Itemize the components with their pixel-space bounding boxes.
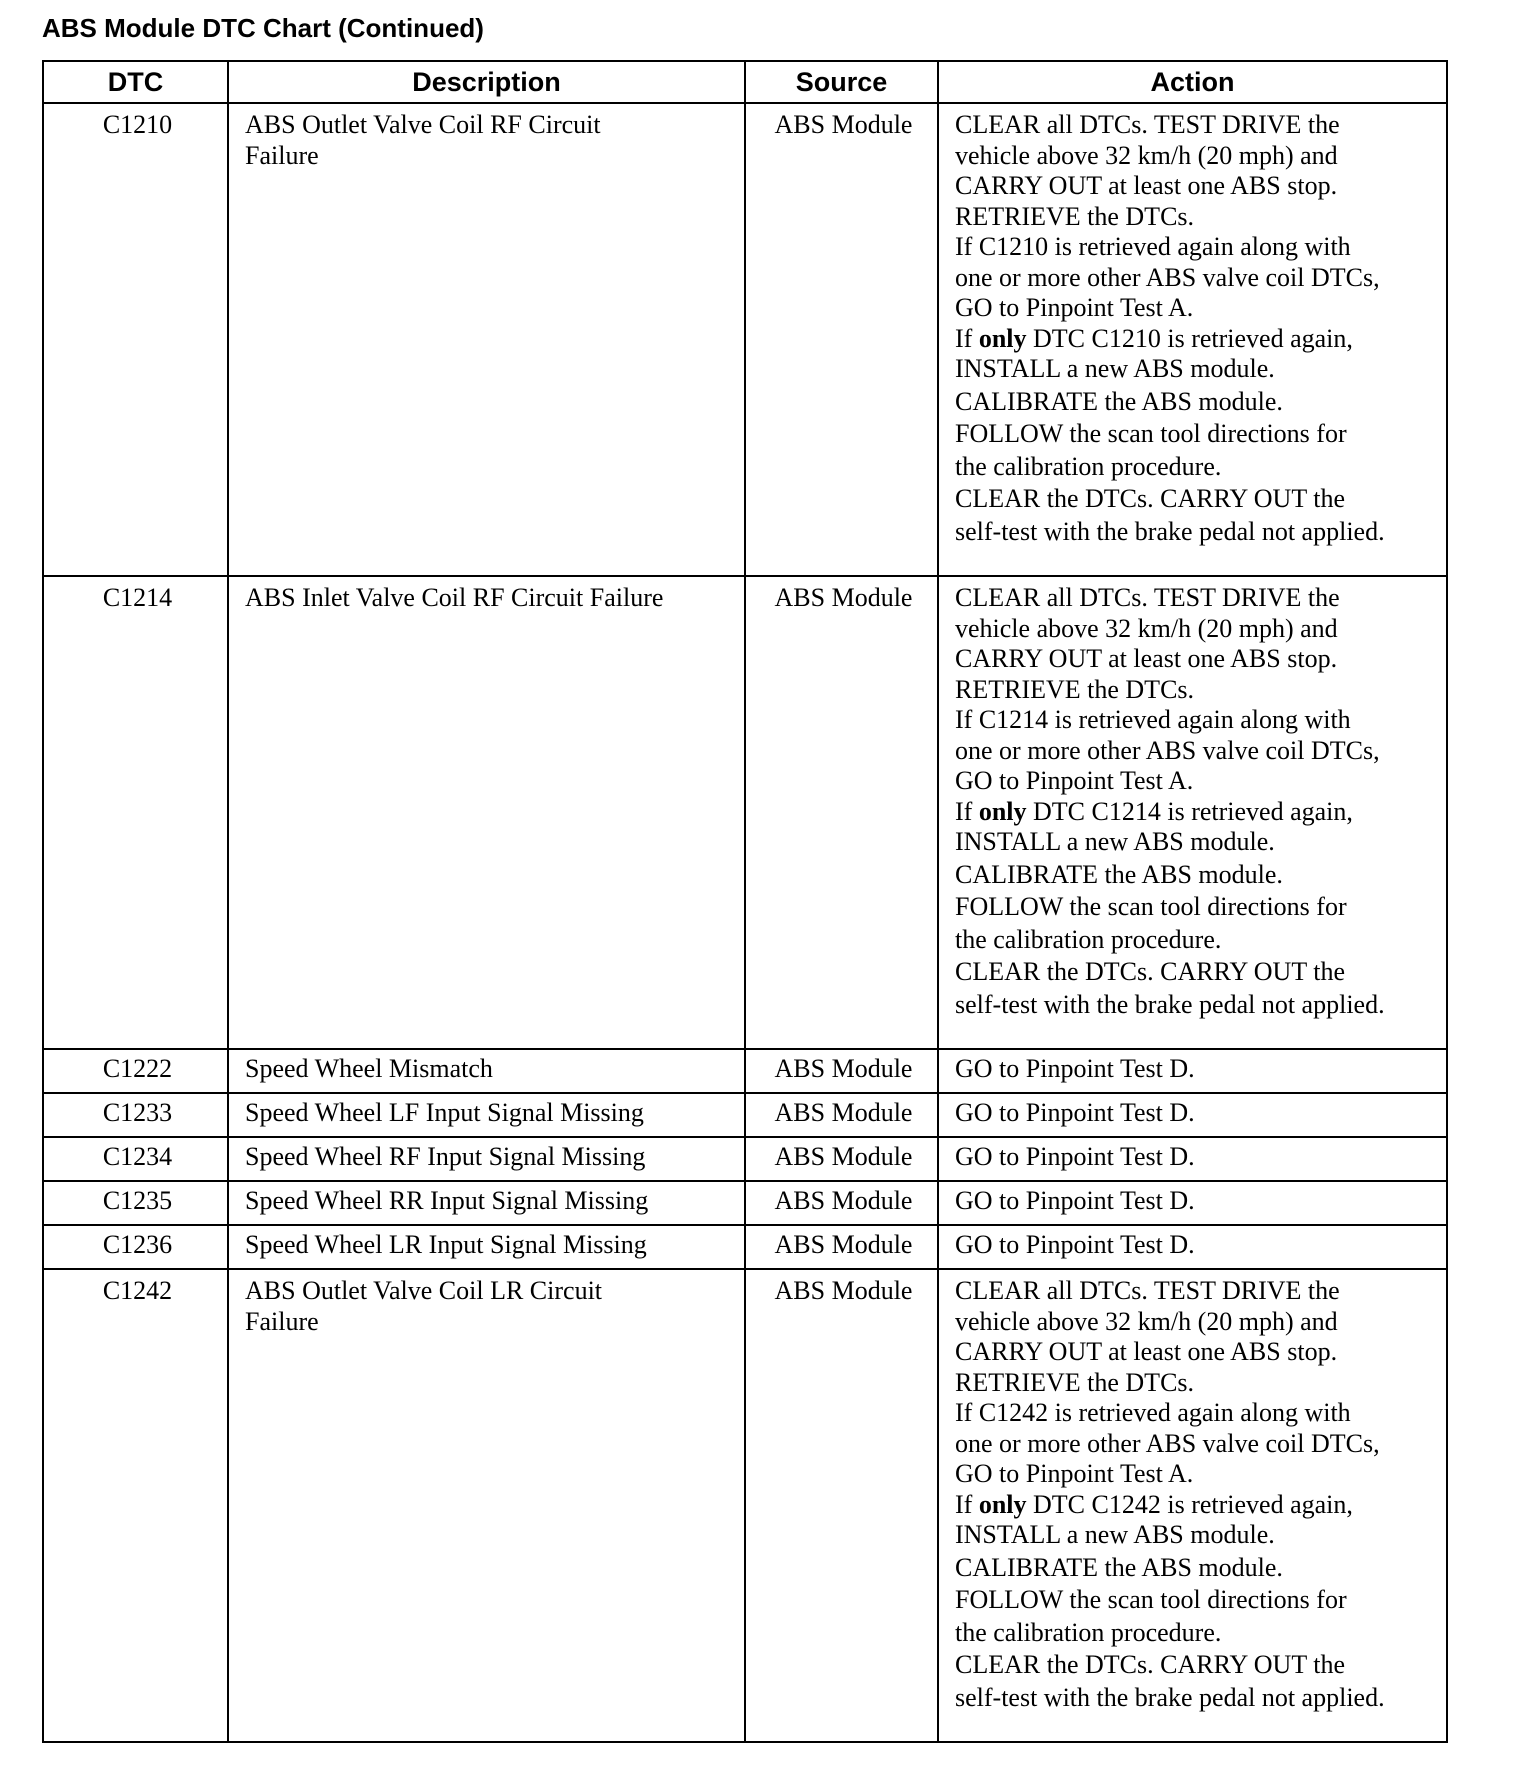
action-text: DTC C1210 is retrieved again, xyxy=(1026,323,1353,353)
description-line: Speed Wheel Mismatch xyxy=(245,1054,493,1083)
dtc-description xyxy=(228,1269,745,1742)
action-line: RETRIEVE the DTCs. xyxy=(955,201,1195,231)
action-text: DTC C1214 is retrieved again, xyxy=(1026,796,1353,826)
dtc-source: ABS Module xyxy=(745,1137,938,1181)
action-line: CARRY OUT at least one ABS stop. xyxy=(955,171,1338,200)
action-line: CLEAR the DTCs. CARRY OUT the xyxy=(955,484,1346,513)
action-emphasis: only xyxy=(978,796,1027,826)
action-emphasis: only xyxy=(978,1489,1027,1519)
dtc-action xyxy=(938,1137,1447,1181)
dtc-table xyxy=(42,60,1448,1743)
action-line: the calibration procedure. xyxy=(955,1617,1222,1647)
action-line: GO to Pinpoint Test D. xyxy=(955,1098,1195,1127)
action-line: FOLLOW the scan tool directions for xyxy=(955,1585,1347,1614)
action-line: CLEAR the DTCs. CARRY OUT the xyxy=(955,957,1346,986)
table-body xyxy=(43,103,1447,1742)
action-line: one or more other ABS valve coil DTCs, xyxy=(955,735,1380,765)
dtc-description xyxy=(228,103,745,576)
action-line xyxy=(955,797,1434,828)
action-line: CALIBRATE the ABS module. xyxy=(955,386,1283,416)
dtc-code: C1210 xyxy=(43,103,228,576)
action-line: the calibration procedure. xyxy=(955,924,1222,954)
table-row xyxy=(43,1137,1447,1181)
action-line: the calibration procedure. xyxy=(955,451,1222,481)
dtc-action xyxy=(938,1093,1447,1137)
dtc-action xyxy=(938,576,1447,1049)
dtc-code: C1233 xyxy=(43,1093,228,1137)
column-header-dtc: DTC xyxy=(43,61,228,103)
description-line: ABS Outlet Valve Coil LR Circuit xyxy=(245,1276,603,1305)
dtc-description xyxy=(228,1181,745,1225)
table-row xyxy=(43,1093,1447,1137)
action-line: CARRY OUT at least one ABS stop. xyxy=(955,644,1338,673)
action-line: GO to Pinpoint Test D. xyxy=(955,1142,1195,1171)
action-line: self-test with the brake pedal not applied. xyxy=(955,1682,1385,1712)
action-line: one or more other ABS valve coil DTCs, xyxy=(955,262,1380,292)
table-row xyxy=(43,1181,1447,1225)
dtc-description xyxy=(228,1049,745,1093)
dtc-code: C1235 xyxy=(43,1181,228,1225)
dtc-description xyxy=(228,1225,745,1269)
dtc-description xyxy=(228,576,745,1049)
action-line: CARRY OUT at least one ABS stop. xyxy=(955,1337,1338,1366)
description-line: Speed Wheel RF Input Signal Missing xyxy=(245,1142,646,1171)
action-line: If C1214 is retrieved again along with xyxy=(955,705,1351,734)
action-line: RETRIEVE the DTCs. xyxy=(955,1367,1195,1397)
action-line: GO to Pinpoint Test D. xyxy=(955,1186,1195,1215)
action-line: CLEAR all DTCs. TEST DRIVE the xyxy=(955,1276,1340,1305)
dtc-source: ABS Module xyxy=(745,576,938,1049)
table-row xyxy=(43,103,1447,576)
action-line: vehicle above 32 km/h (20 mph) and xyxy=(955,140,1338,170)
dtc-code: C1236 xyxy=(43,1225,228,1269)
action-line: self-test with the brake pedal not applied. xyxy=(955,516,1385,546)
dtc-action xyxy=(938,1269,1447,1742)
action-line: FOLLOW the scan tool directions for xyxy=(955,419,1347,448)
action-line: self-test with the brake pedal not applied. xyxy=(955,989,1385,1019)
action-line: INSTALL a new ABS module. xyxy=(955,1520,1275,1549)
action-emphasis: only xyxy=(978,323,1027,353)
description-line: ABS Outlet Valve Coil RF Circuit xyxy=(245,110,601,139)
dtc-source: ABS Module xyxy=(745,1181,938,1225)
action-line: INSTALL a new ABS module. xyxy=(955,354,1275,383)
dtc-code: C1242 xyxy=(43,1269,228,1742)
dtc-source: ABS Module xyxy=(745,1269,938,1742)
action-line: GO to Pinpoint Test A. xyxy=(955,293,1194,322)
action-line: GO to Pinpoint Test A. xyxy=(955,1459,1194,1488)
action-line: GO to Pinpoint Test A. xyxy=(955,766,1194,795)
description-line: Failure xyxy=(245,1306,319,1336)
action-line: FOLLOW the scan tool directions for xyxy=(955,892,1347,921)
description-line: ABS Inlet Valve Coil RF Circuit Failure xyxy=(245,583,664,612)
action-text: DTC C1242 is retrieved again, xyxy=(1026,1489,1353,1519)
action-line: INSTALL a new ABS module. xyxy=(955,827,1275,856)
table-row xyxy=(43,576,1447,1049)
dtc-action xyxy=(938,1225,1447,1269)
dtc-code: C1214 xyxy=(43,576,228,1049)
action-line: one or more other ABS valve coil DTCs, xyxy=(955,1428,1380,1458)
description-line: Speed Wheel LR Input Signal Missing xyxy=(245,1230,647,1259)
dtc-source: ABS Module xyxy=(745,103,938,576)
action-text: If xyxy=(955,1489,979,1519)
dtc-code: C1222 xyxy=(43,1049,228,1093)
dtc-description xyxy=(228,1137,745,1181)
action-line: CLEAR all DTCs. TEST DRIVE the xyxy=(955,583,1340,612)
table-row xyxy=(43,1225,1447,1269)
action-line: If C1242 is retrieved again along with xyxy=(955,1398,1351,1427)
action-line: GO to Pinpoint Test D. xyxy=(955,1054,1195,1083)
action-line: GO to Pinpoint Test D. xyxy=(955,1230,1195,1259)
action-line: CALIBRATE the ABS module. xyxy=(955,859,1283,889)
dtc-action xyxy=(938,1049,1447,1093)
action-line xyxy=(955,1490,1434,1521)
dtc-description xyxy=(228,1093,745,1137)
description-line: Speed Wheel LF Input Signal Missing xyxy=(245,1098,644,1127)
column-header-description: Description xyxy=(228,61,745,103)
action-line: CLEAR all DTCs. TEST DRIVE the xyxy=(955,110,1340,139)
action-line xyxy=(955,324,1434,355)
column-header-action: Action xyxy=(938,61,1447,103)
dtc-code: C1234 xyxy=(43,1137,228,1181)
action-line: CALIBRATE the ABS module. xyxy=(955,1552,1283,1582)
table-row xyxy=(43,1049,1447,1093)
action-text: If xyxy=(955,323,979,353)
description-line: Failure xyxy=(245,140,319,170)
action-line: If C1210 is retrieved again along with xyxy=(955,232,1351,261)
column-header-source: Source xyxy=(745,61,938,103)
description-line: Speed Wheel RR Input Signal Missing xyxy=(245,1186,649,1215)
page-title: ABS Module DTC Chart (Continued) xyxy=(42,13,484,43)
action-text: If xyxy=(955,796,979,826)
dtc-action xyxy=(938,103,1447,576)
table-row xyxy=(43,1269,1447,1742)
action-line: vehicle above 32 km/h (20 mph) and xyxy=(955,1306,1338,1336)
dtc-action xyxy=(938,1181,1447,1225)
action-line: CLEAR the DTCs. CARRY OUT the xyxy=(955,1650,1346,1679)
dtc-source: ABS Module xyxy=(745,1225,938,1269)
action-line: vehicle above 32 km/h (20 mph) and xyxy=(955,613,1338,643)
header-row xyxy=(43,61,1447,103)
dtc-source: ABS Module xyxy=(745,1049,938,1093)
action-line: RETRIEVE the DTCs. xyxy=(955,674,1195,704)
dtc-source: ABS Module xyxy=(745,1093,938,1137)
